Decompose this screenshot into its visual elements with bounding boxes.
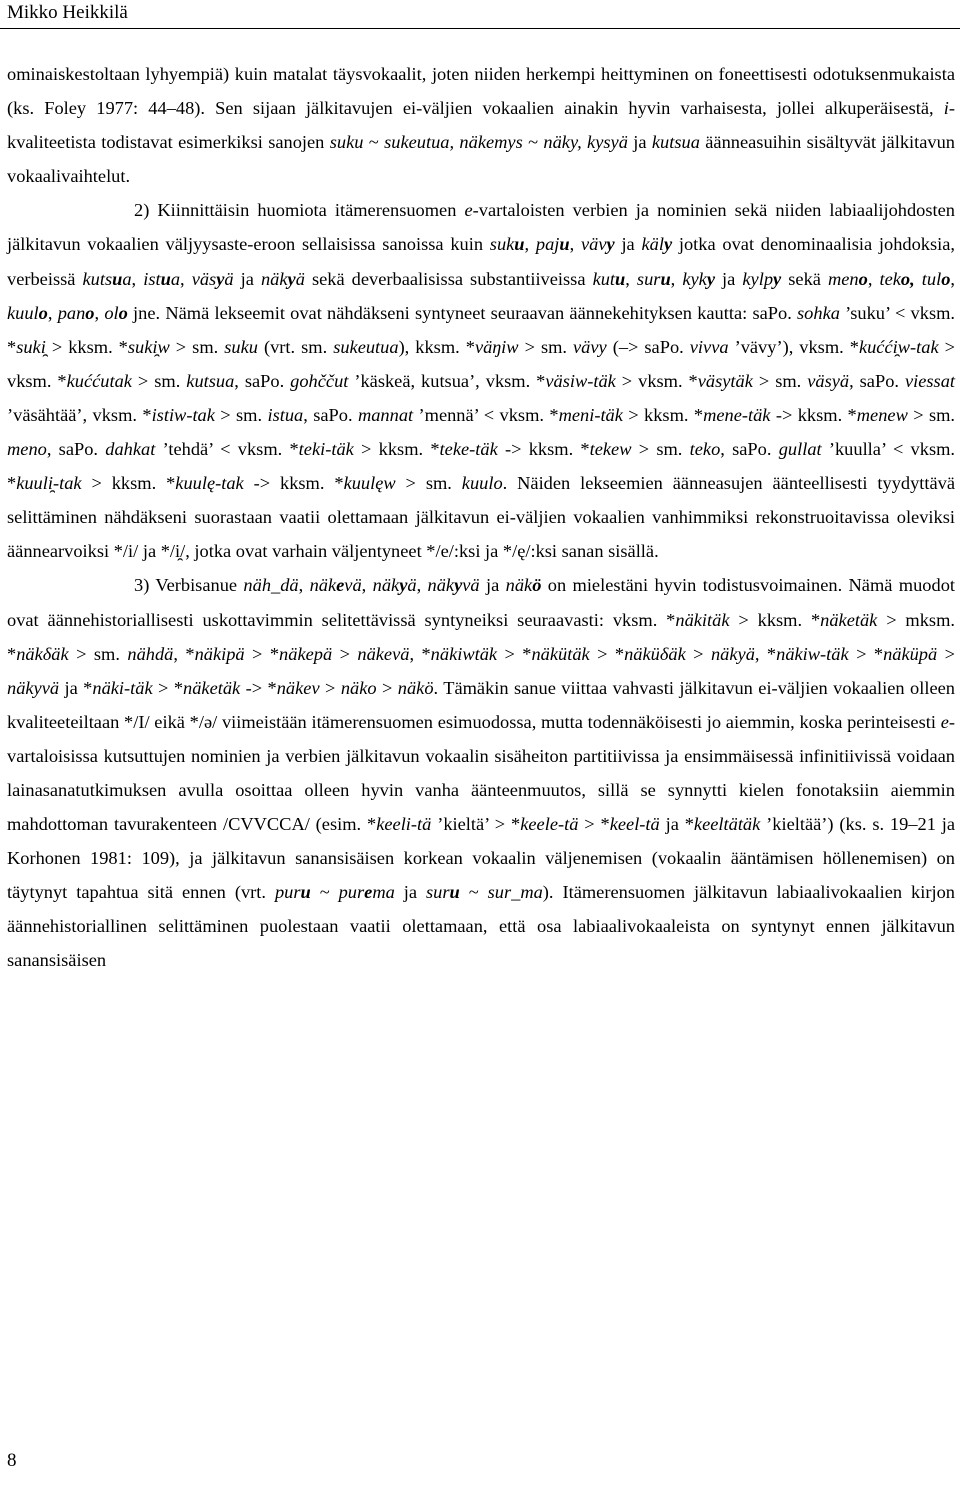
text-run: näh_dä <box>243 575 299 596</box>
text-run: meni-täk <box>558 404 623 425</box>
text-run: e <box>336 575 345 596</box>
paragraph-1: ominaiskestoltaan lyhyempiä) kuin matalat täysvokaalit, joten niiden herkempi heittyminen on foneettisesti odotuksenmukaista (ks. Foley 1977: 44–48). Sen sijaan jälkitavujen ei-väljien vokaalien ainakin hyvin varhaisesta, jollei alkuperäisestä, i-kvaliteetista todistavat esimerkiksi sanojen suku ~ sukeutua, näkemys ~ näky, kysyä ja kutsua äänneasuihin sisältyvät jälkitavun vokaalivaihtelut. <box>7 64 955 187</box>
text-run: o <box>941 268 951 289</box>
text-run: tul <box>921 268 942 289</box>
text-run: i <box>943 98 949 119</box>
text-run: ol <box>104 302 119 323</box>
text-run: gohččut <box>290 370 349 391</box>
text-run: menew <box>856 404 908 425</box>
text-run: men <box>827 268 859 289</box>
text-run: istua <box>267 404 304 425</box>
text-run: vävy <box>573 336 607 357</box>
text-run: teke-täk <box>439 439 498 460</box>
text-run: keele-tä <box>520 814 579 835</box>
text-run: kuććutak <box>66 370 132 391</box>
text-run: näkev <box>276 677 320 698</box>
text-run: nähdä <box>127 643 174 664</box>
text-run: suku <box>224 336 258 357</box>
text-run: o <box>858 268 868 289</box>
text-run: väsytäk <box>697 370 753 391</box>
text-run: u <box>615 268 626 289</box>
text-run: kuts <box>82 268 113 289</box>
text-run: käl <box>641 234 664 255</box>
text-run: mannat <box>357 404 414 425</box>
text-run: näkütäk <box>531 643 590 664</box>
text-run: kuulo <box>461 473 503 494</box>
text-run: suki̯ <box>16 336 46 357</box>
text-run: u <box>300 882 311 903</box>
text-run: näkepä <box>279 643 333 664</box>
text-run: suku <box>329 132 364 153</box>
text-run: sur_ma <box>487 882 543 903</box>
header-author: Mikko Heikkilä <box>7 2 128 23</box>
text-run: o <box>85 302 95 323</box>
text-run: sur <box>426 882 450 903</box>
text-run: näk <box>309 575 337 596</box>
text-run: u <box>449 882 460 903</box>
running-header <box>0 0 960 29</box>
paragraph-2: 2) Kiinnittäisin huomiota itämerensuomen e-vartaloisten verbien ja nominien sekä niiden labiaalijohdosten jälkitavun vokaalien väljyysaste-eroon sellaisissa sanoissa kuin suku, paju, vävy ja käly jotka ovat denominaalisia johdoksia, verbeissä kutsua, istua, väsyä ja näkyä sekä deverbaalisissa substantiiveissa kutu, suru, kyky ja kylpy sekä meno, teko, tulo, kuulo, pano, olo jne. Nämä lekseemit ovat nähdäkseni syntyneet seuraavan äännekehityksen kautta: saPo. sohka ’suku’ < vksm. *suki̯ > kksm. *suki̯w > sm. suku (vrt. sm. sukeutua), kksm. *väŋiw > sm. vävy (–> saPo. vivva ’vävy’), vksm. *kućći̯w-tak > vksm. *kuććutak > sm. kutsua, saPo. gohččut ’käskeä, kutsua’, vksm. *väsiw-täk > vksm. *väsytäk > sm. väsyä, saPo. viessat ’väsähtää’, vksm. *istiw-tak > sm. istua, saPo. mannat ’mennä’ < vksm. *meni-täk > kksm. *mene-täk -> kksm. *menew > sm. meno, saPo. dahkat ’tehdä’ < vksm. *teki-täk > kksm. *teke-täk -> kksm. *tekew > sm. teko, saPo. gullat ’kuulla’ < vksm. *kuuli̯-tak > kksm. *kuulę-tak -> kksm. *kuulęw > sm. kuulo. Näiden lekseemien äänneasujen äänteellisesti tyydyttävä selittäminen nähdäkseni suorastaan vaatii olettamaan jälkitavun ei-väljien vokaalien vanhimmiksi rekonstruoitavissa oleviksi äännearvoiksi */i/ ja */i̯/, jotka ovat varhain väljentyneet */e/:ksi ja */ę/:ksi sanan sisällä. <box>7 200 956 562</box>
text-run: sukeutua <box>333 336 399 357</box>
text-run: näky, kysyä <box>543 132 628 153</box>
text-run: näkyvä <box>7 677 60 698</box>
text-run: pur <box>338 882 365 903</box>
paragraph-3: 3) Verbisanue näh_dä, näkevä, näkyä, näkyvä ja näkö on mielestäni hyvin todistusvoimainen. Nämä muodot ovat äännehistoriallisesti uskottavimmin selitettävissä syntyneiksi seuraavasti: vksm. *näkitäk > kksm. *näketäk > mksm. *näkδäk > sm. nähdä, *näkipä > *näkepä > näkevä, *näkiwtäk > *näkütäk > *näküδäk > näkyä, *näkiw-täk > *näküpä > näkyvä ja *näki-täk > *näketäk -> *näkev > näko > näkö. Tämäkin sanue viittaa vahvasti jälkitavun ei-väljien vokaalien olleen kvaliteeteiltaan */I/ eikä */ə/ viimeistään itämerensuomen esimuodossa, mutta todennäköisesti jo aiemmin, koska perinteisesti e-vartaloisissa kutsuttujen nominien ja verbien jälkitavun vokaalin sisäheiton partitiivissa ja ensimmäisessä infinitiivissä voidaan lainasanatutkimuksen avulla osoittaa olleen hyvin vanha äänteenmuutos, sillä se synnytti kielen fonotaksiin aiemmin mahdottoman tavurakenteen /CVVCCA/ (esim. *keeli-tä ’kieltä’ > *keele-tä > *keel-tä ja *keeltätäk ’kieltää’) (ks. s. 19–21 ja Korhonen 1981: 109), ja jälkitavun sanansisäisen korkean vokaalin väljenemisen (vokaalin ääntämisen höllenemisen) on täytynyt tapahtua sitä ennen (vrt. puru ~ purema ja suru ~ sur_ma). Itämerensuomen jälkitavun labiaalivokaalien kirjon äännehistoriallinen selittäminen puolestaan vaatii olettamaan, että osa labiaalivokaaleista on syntynyt ennen jälkitavun sanansisäisen <box>7 575 956 971</box>
text-run: kuuli̯-tak <box>16 473 82 494</box>
text-run: tek <box>879 268 901 289</box>
text-run: väsyä <box>807 370 850 391</box>
text-run: keel-tä <box>609 814 660 835</box>
text-run: näkipä <box>194 643 245 664</box>
text-run: paj <box>535 234 560 255</box>
body-text <box>7 57 955 978</box>
text-run: y <box>216 268 225 289</box>
text-run: keeli-tä <box>376 814 432 835</box>
text-run: ä <box>407 575 417 596</box>
text-run: y <box>706 268 715 289</box>
text-run: u <box>112 268 123 289</box>
text-run: sohka <box>797 302 840 323</box>
text-run: kuul <box>7 302 39 323</box>
text-run: e <box>464 200 473 221</box>
text-run: näkyä <box>710 643 755 664</box>
text-run: näkiw-täk <box>776 643 849 664</box>
text-run: u <box>514 234 525 255</box>
text-run: ä <box>224 268 234 289</box>
text-run: y <box>399 575 408 596</box>
text-run: suk <box>489 234 515 255</box>
text-run: vä <box>462 575 480 596</box>
text-run: näketäk <box>183 677 241 698</box>
text-run: kut <box>592 268 616 289</box>
text-run: kyk <box>682 268 707 289</box>
page-number: 8 <box>7 1450 17 1471</box>
text-run: näkiwtäk <box>430 643 498 664</box>
text-run: pur <box>274 882 301 903</box>
text-run: y <box>454 575 463 596</box>
text-run: u <box>160 268 171 289</box>
text-run: näk <box>260 268 288 289</box>
text-run: u <box>559 234 570 255</box>
text-run: kuulęw <box>343 473 396 494</box>
text-run: o, <box>900 268 915 289</box>
text-run: tekew <box>589 439 632 460</box>
text-run: o <box>118 302 128 323</box>
text-run: ma <box>372 882 395 903</box>
text-run: keeltätäk <box>693 814 761 835</box>
text-run: a <box>170 268 181 289</box>
text-run: ist <box>143 268 161 289</box>
text-run: näko <box>340 677 377 698</box>
text-run: sukeutua, näkemys <box>384 132 523 153</box>
text-run: y <box>663 234 673 255</box>
text-run: näkδäk <box>16 643 69 664</box>
text-run: kylp <box>742 268 774 289</box>
text-run: e <box>940 711 949 732</box>
text-run: teko <box>689 439 721 460</box>
text-run: suki̯w <box>127 336 170 357</box>
text-run: y <box>287 268 296 289</box>
text-run: u <box>660 268 671 289</box>
text-run: kutsua <box>651 132 700 153</box>
text-run: näketäk <box>820 609 878 630</box>
text-run: näkitäk <box>675 609 730 630</box>
text-run: kutsua <box>186 370 235 391</box>
text-run: näkö <box>397 677 434 698</box>
text-run: kućći̯w-tak <box>858 336 939 357</box>
text-run: näküpä <box>883 643 938 664</box>
text-run: viessat <box>904 370 956 391</box>
text-run: väs <box>191 268 217 289</box>
text-run: väv <box>581 234 607 255</box>
text-run: meno <box>7 439 47 460</box>
text-run: gullat <box>778 439 822 460</box>
text-run: y <box>606 234 615 255</box>
text-run: a <box>122 268 132 289</box>
text-run: näki-täk <box>92 677 153 698</box>
text-run: näküδäk <box>624 643 686 664</box>
text-run: dahkat <box>105 439 156 460</box>
text-run: istiw-tak <box>151 404 215 425</box>
text-run: mene-täk <box>703 404 771 425</box>
text-run: väŋiw <box>474 336 519 357</box>
text-run: ö <box>532 575 542 596</box>
text-run: o <box>38 302 48 323</box>
text-run: sur <box>636 268 661 289</box>
text-run: näk <box>372 575 400 596</box>
text-run: y <box>773 268 782 289</box>
text-run: väsiw-täk <box>545 370 616 391</box>
text-run: teki-täk <box>298 439 354 460</box>
text-run: vivva <box>689 336 729 357</box>
text-run: näk <box>427 575 455 596</box>
text-run: vä <box>344 575 362 596</box>
text-run: näkevä <box>357 643 410 664</box>
text-run: e <box>364 882 373 903</box>
text-run: kuulę-tak <box>175 473 244 494</box>
text-run: näk <box>505 575 533 596</box>
text-run: ä <box>295 268 305 289</box>
text-run: pan <box>57 302 86 323</box>
